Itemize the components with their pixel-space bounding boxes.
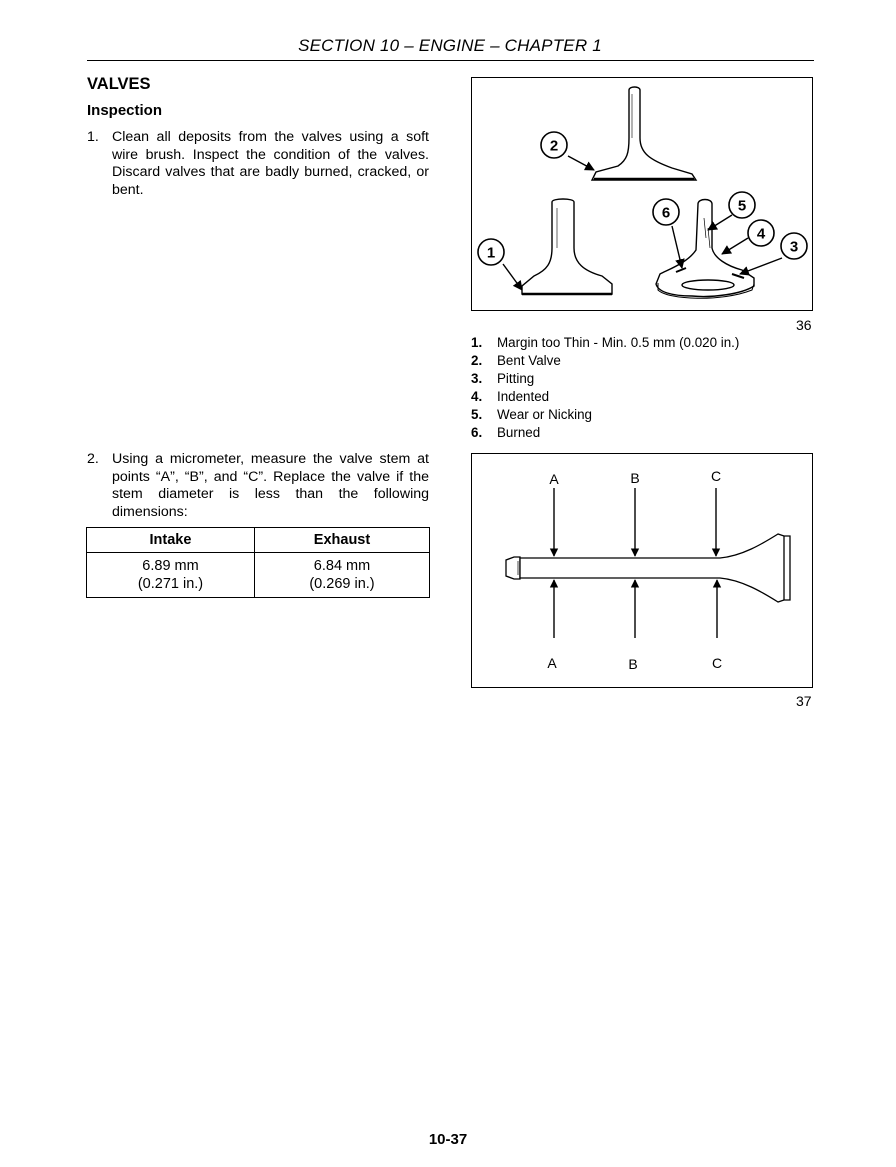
point-label-top-b: B bbox=[630, 470, 640, 486]
step-2 bbox=[87, 451, 429, 521]
section-title: VALVES bbox=[87, 75, 151, 93]
header-rule bbox=[87, 60, 814, 61]
point-label-top-a: A bbox=[549, 471, 559, 487]
callout-label: 4 bbox=[756, 225, 766, 243]
callout-label: 3 bbox=[789, 238, 799, 256]
callout-1 bbox=[478, 239, 504, 265]
cell-value-in: (0.271 in.) bbox=[137, 576, 204, 592]
measurement-arrows-bottom bbox=[554, 580, 717, 638]
figure-37-stem-measurement bbox=[471, 453, 813, 688]
subsection-title: Inspection bbox=[87, 102, 163, 119]
table-row bbox=[87, 553, 430, 598]
callout-label: 1 bbox=[486, 244, 496, 262]
step-1 bbox=[87, 129, 429, 199]
legend-number: 5. bbox=[471, 407, 483, 422]
legend-text: Bent Valve bbox=[497, 353, 561, 368]
callout-3 bbox=[781, 233, 807, 259]
figure-number: 37 bbox=[796, 693, 812, 709]
figure-number: 36 bbox=[796, 317, 812, 333]
table-header-intake: Intake bbox=[87, 528, 255, 553]
horizontal-valve-drawing bbox=[506, 534, 790, 602]
step-number: 2. bbox=[87, 451, 99, 467]
callout-label: 6 bbox=[661, 204, 671, 222]
legend-number: 1. bbox=[471, 335, 483, 350]
table-header-exhaust: Exhaust bbox=[255, 528, 430, 553]
legend-number: 2. bbox=[471, 353, 483, 368]
callout-6 bbox=[653, 199, 679, 225]
cell-value-mm: 6.84 mm bbox=[313, 558, 371, 574]
point-label-bottom-c: C bbox=[711, 655, 723, 671]
callout-4 bbox=[748, 220, 774, 246]
table-cell-exhaust bbox=[255, 553, 430, 598]
measurement-arrows-top bbox=[554, 488, 716, 556]
point-label-top-c: C bbox=[710, 468, 722, 484]
step-text: Using a micrometer, measure the valve stem at points “A”, “B”, and “C”. Replace the valve if the stem diameter is less than the following dimensions: bbox=[112, 451, 429, 520]
legend-item bbox=[471, 406, 739, 424]
legend-number: 3. bbox=[471, 371, 483, 386]
legend-text: Indented bbox=[497, 389, 550, 404]
legend-text: Pitting bbox=[497, 371, 535, 386]
legend-item bbox=[471, 388, 739, 406]
page-header: SECTION 10 – ENGINE – CHAPTER 1 bbox=[298, 36, 602, 55]
valve-defects-illustration bbox=[472, 78, 812, 310]
figure-36-legend bbox=[471, 334, 739, 442]
callout-label: 5 bbox=[737, 197, 747, 215]
callout-2 bbox=[541, 132, 567, 158]
legend-text: Margin too Thin - Min. 0.5 mm (0.020 in.) bbox=[497, 335, 740, 350]
callout-label: 2 bbox=[549, 137, 559, 155]
step-text: Clean all deposits from the valves using a soft wire brush. Inspect the condition of the valves. Discard valves that are badly burned, cracked, or bent. bbox=[112, 129, 429, 198]
legend-number: 4. bbox=[471, 389, 483, 404]
point-label-bottom-a: A bbox=[547, 655, 557, 671]
page-number: 10-37 bbox=[428, 1131, 468, 1148]
table-cell-intake bbox=[87, 553, 255, 598]
legend-item bbox=[471, 352, 739, 370]
point-label-bottom-b: B bbox=[628, 656, 638, 672]
legend-item bbox=[471, 334, 739, 352]
legend-item bbox=[471, 424, 739, 442]
thin-margin-valve-drawing bbox=[522, 199, 612, 294]
legend-item bbox=[471, 370, 739, 388]
legend-text: Wear or Nicking bbox=[497, 407, 593, 422]
step-number: 1. bbox=[87, 129, 99, 145]
legend-text: Burned bbox=[497, 425, 541, 440]
figure-36-valve-defects bbox=[471, 77, 813, 311]
valve-stem-illustration bbox=[472, 454, 812, 687]
bent-valve-drawing bbox=[592, 87, 696, 180]
callout-5 bbox=[729, 192, 755, 218]
cell-value-in: (0.269 in.) bbox=[309, 576, 375, 592]
cell-value-mm: 6.89 mm bbox=[142, 558, 199, 574]
stem-diameter-table bbox=[86, 527, 430, 598]
legend-number: 6. bbox=[471, 425, 483, 440]
